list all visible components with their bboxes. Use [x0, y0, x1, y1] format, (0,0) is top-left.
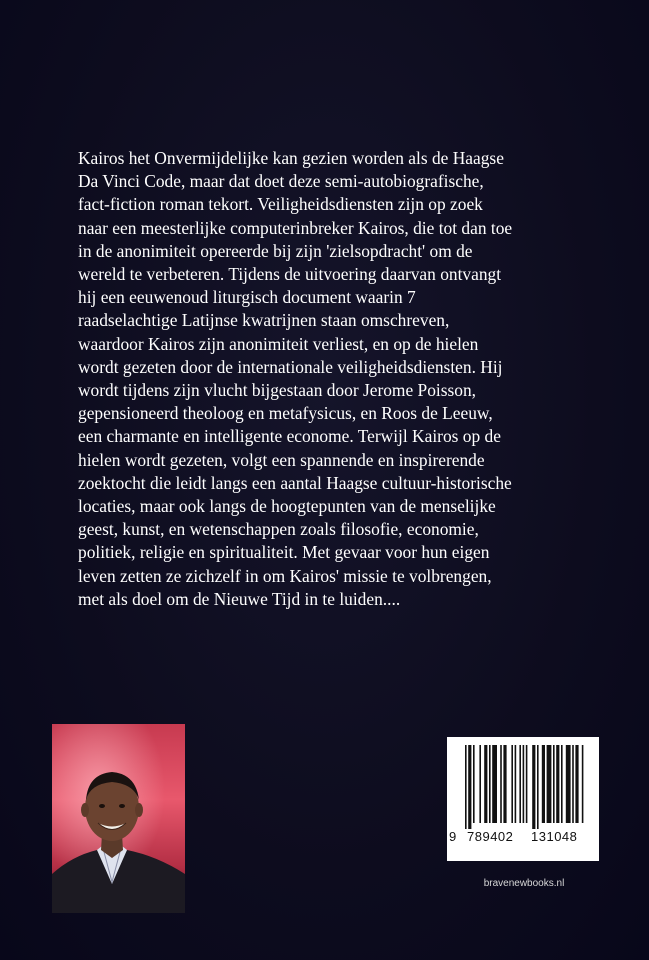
barcode-bar — [484, 745, 487, 823]
barcode-bar — [556, 745, 559, 823]
blurb-line: wereld te verbeteren. Tijdens de uitvoering daarvan ontvangt — [78, 264, 502, 285]
blurb-text — [78, 147, 618, 611]
barcode-bar — [547, 745, 552, 823]
barcode-bar — [582, 745, 584, 823]
barcode-bar — [575, 745, 578, 823]
blurb-line: een charmante en intelligente econome. Terwijl Kairos op de — [78, 426, 501, 447]
blurb-line: Kairos het Onvermijdelijke kan gezien worden als de Haagse — [78, 148, 504, 168]
barcode-bar — [500, 745, 502, 823]
barcode-bar — [465, 745, 467, 829]
blurb-line: hij een eeuwenoud liturgisch document waarin 7 — [78, 287, 416, 308]
blurb-line: waardoor Kairos zijn anonimiteit verliest, en op de hielen — [78, 333, 479, 354]
blurb-line: wordt tijdens zijn vlucht bijgestaan door Jerome Poisson, — [78, 380, 476, 401]
barcode-bar — [503, 745, 506, 823]
blurb-line: geest, kunst, en wetenschappen zoals filosofie, economie, — [78, 519, 479, 540]
publisher-url: bravenewbooks.nl — [483, 878, 565, 889]
blurb-line: leven zetten ze zichzelf in om Kairos' missie te volbrengen, — [78, 565, 492, 586]
blurb-line: met als doel om de Nieuwe Tijd in te luiden.... — [78, 588, 401, 609]
blurb-line: zoektocht die leidt langs een aantal Haagse cultuur-historische — [78, 472, 512, 493]
blurb-line: wordt gezeten door de internationale veiligheidsdiensten. Hij — [78, 356, 503, 377]
blurb-line: politiek, religie en spiritualiteit. Met gevaar voor hun eigen — [78, 542, 490, 563]
barcode-bar — [572, 745, 574, 823]
barcode-bar — [532, 745, 535, 829]
barcode-bar — [479, 745, 481, 823]
barcode-bars — [457, 745, 589, 829]
barcode-bar — [468, 745, 471, 829]
barcode-bar — [523, 745, 525, 823]
blurb-line: Da Vinci Code, maar dat doet deze semi-autobiografische, — [78, 171, 484, 192]
isbn-lead-digit: 9 — [449, 829, 457, 844]
author-portrait-image — [52, 724, 185, 913]
barcode-bar — [515, 745, 517, 823]
blurb-line: hielen wordt gezeten, volgt een spannende en inspirerende — [78, 449, 485, 470]
blurb-line: gepensioneerd theoloog en metafysicus, en Roos de Leeuw, — [78, 403, 493, 424]
blurb-line: fact-fiction roman tekort. Veiligheidsdiensten zijn op zoek — [78, 194, 483, 215]
isbn-barcode — [447, 737, 599, 861]
blurb-line: naar een meesterlijke computerinbreker Kairos, die tot dan toe — [78, 217, 513, 238]
barcode-bar — [566, 745, 571, 823]
isbn-left-digits: 789402 — [467, 829, 514, 844]
blurb-line: locaties, maar ook langs de hoogtepunten van de menselijke — [78, 496, 496, 517]
barcode-bar — [492, 745, 497, 823]
blurb-line: in de anonimiteit opereerde bij zijn 'zielsopdracht' om de — [78, 240, 473, 261]
isbn-right-digits: 131048 — [531, 829, 578, 844]
barcode-bar — [511, 745, 513, 823]
barcode-bar — [553, 745, 555, 823]
barcode-bar — [473, 745, 475, 823]
barcode-bar — [489, 745, 491, 823]
barcode-bar — [519, 745, 521, 823]
barcode-bar — [526, 745, 528, 823]
barcode-bar — [561, 745, 563, 823]
blurb-line: raadselachtige Latijnse kwatrijnen staan omschreven, — [78, 310, 450, 331]
author-photo — [52, 724, 185, 913]
barcode-bar — [542, 745, 545, 823]
barcode-bar — [537, 745, 539, 829]
